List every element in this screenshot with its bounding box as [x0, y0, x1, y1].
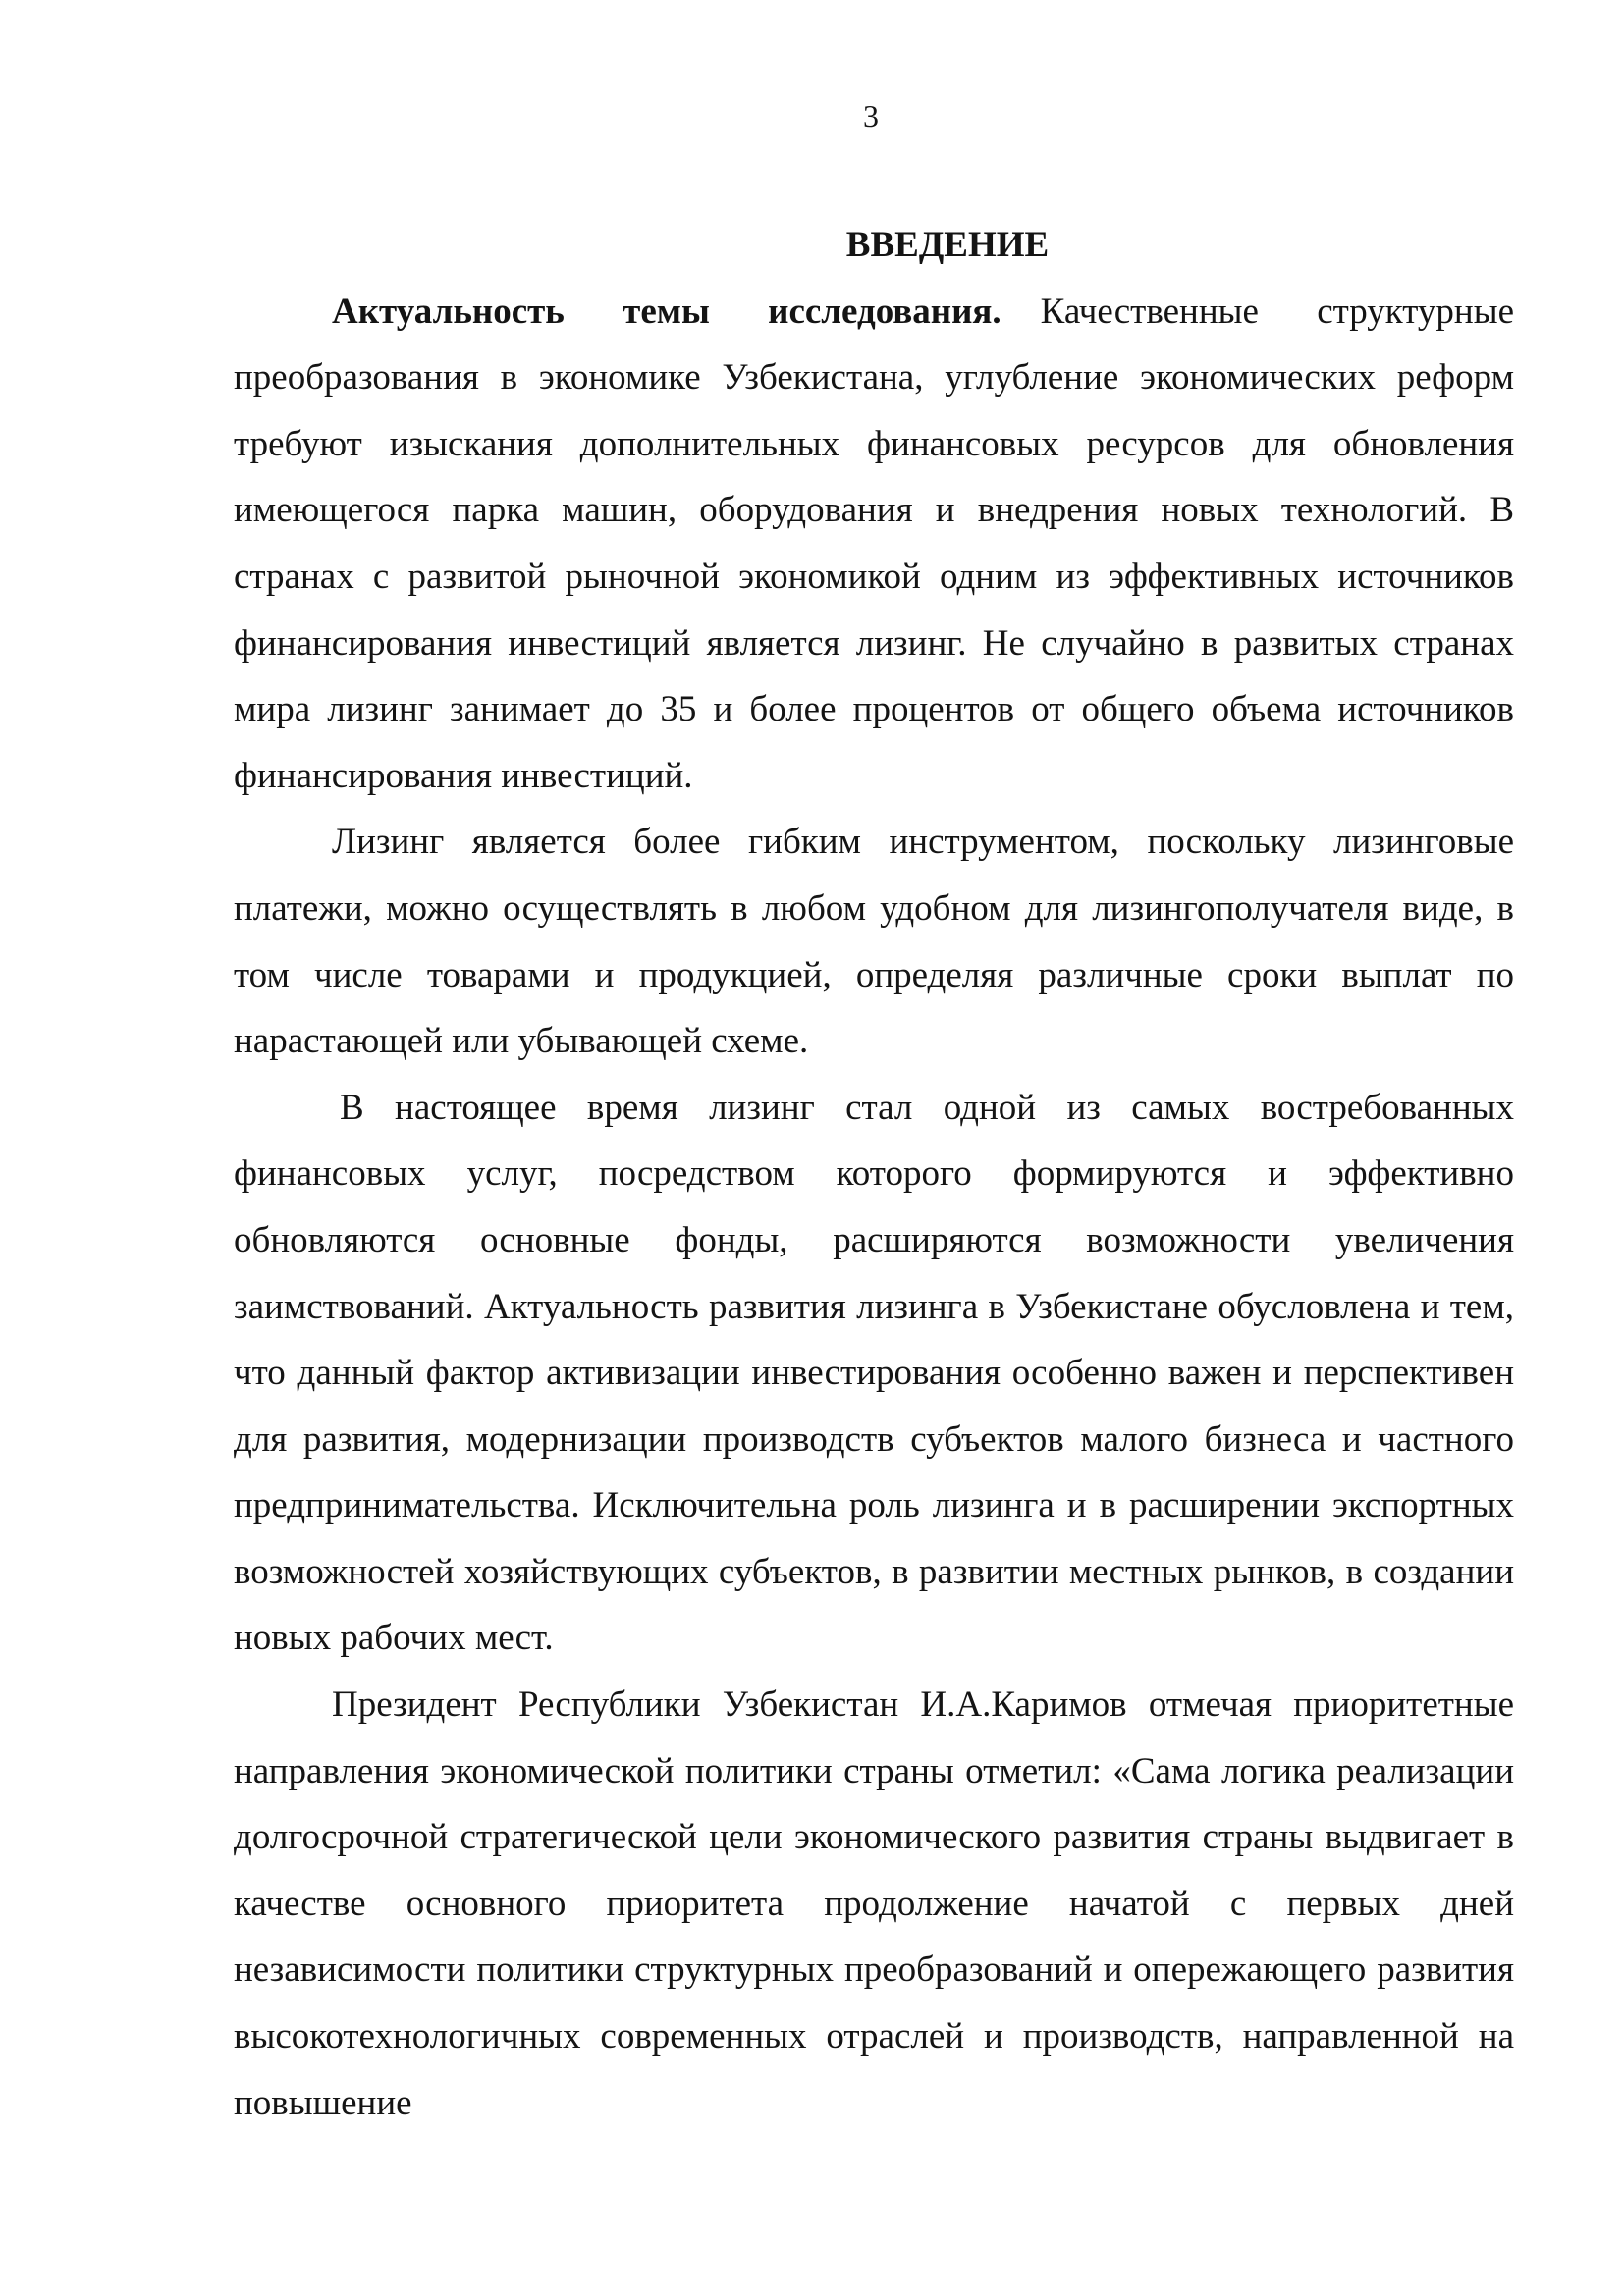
paragraph-president-quote: Президент Республики Узбекистан И.А.Каримов отмечая приоритетные направления экономической политики страны отметил: «Сама логика реализации долгосрочной стратегической цели экономического развития страны выдвигает в качестве основного приоритета продолжение начатой с первых дней независимости политики структурных преобразований и опережающего развития высокотехнологичных современных отраслей и производств, направленной на повышение — [234, 1684, 1514, 2123]
paragraph-relevance — [234, 279, 1514, 810]
document-body — [234, 212, 1514, 2136]
paragraph-leasing-flexibility: Лизинг является более гибким инструментом, поскольку лизинговые платежи, можно осуществлять в любом удобном для лизингополучателя виде, в том числе товарами и продукцией, определяя различные сроки выплат по нарастающей или убывающей схеме. — [234, 822, 1514, 1062]
section-heading: ВВЕДЕНИЕ — [845, 225, 1050, 265]
page-number: 3 — [863, 98, 879, 133]
paragraph-text: Качественные структурные преобразования в экономике Узбекистана, углубление экономических реформ требуют изыскания дополнительных финансовых ресурсов для обновления имеющегося парка машин, оборудования и внедрения новых технологий. В странах с развитой рыночной экономикой одним из эффективных источников финансирования инвестиций является лизинг. Не случайно в развитых странах мира лизинг занимает до 35 и более процентов от общего объема источников финансирования инвестиций. — [234, 291, 1515, 796]
paragraph-leasing-demand: В настоящее время лизинг стал одной из самых востребованных финансовых услуг, посредством которого формируются и эффективно обновляются основные фонды, расширяются возможности увеличения заимствований. Актуальность развития лизинга в Узбекистане обусловлена и тем, что данный фактор активизации инвестирования особенно важен и перспективен для развития, модернизации производств субъектов малого бизнеса и частного предпринимательства. Исключительна роль лизинга и в расширении экспортных возможностей хозяйствующих субъектов, в развитии местных рынков, в создании новых рабочих мест. — [234, 1087, 1514, 1659]
paragraph-lead: Актуальность темы исследования. — [332, 291, 1001, 332]
